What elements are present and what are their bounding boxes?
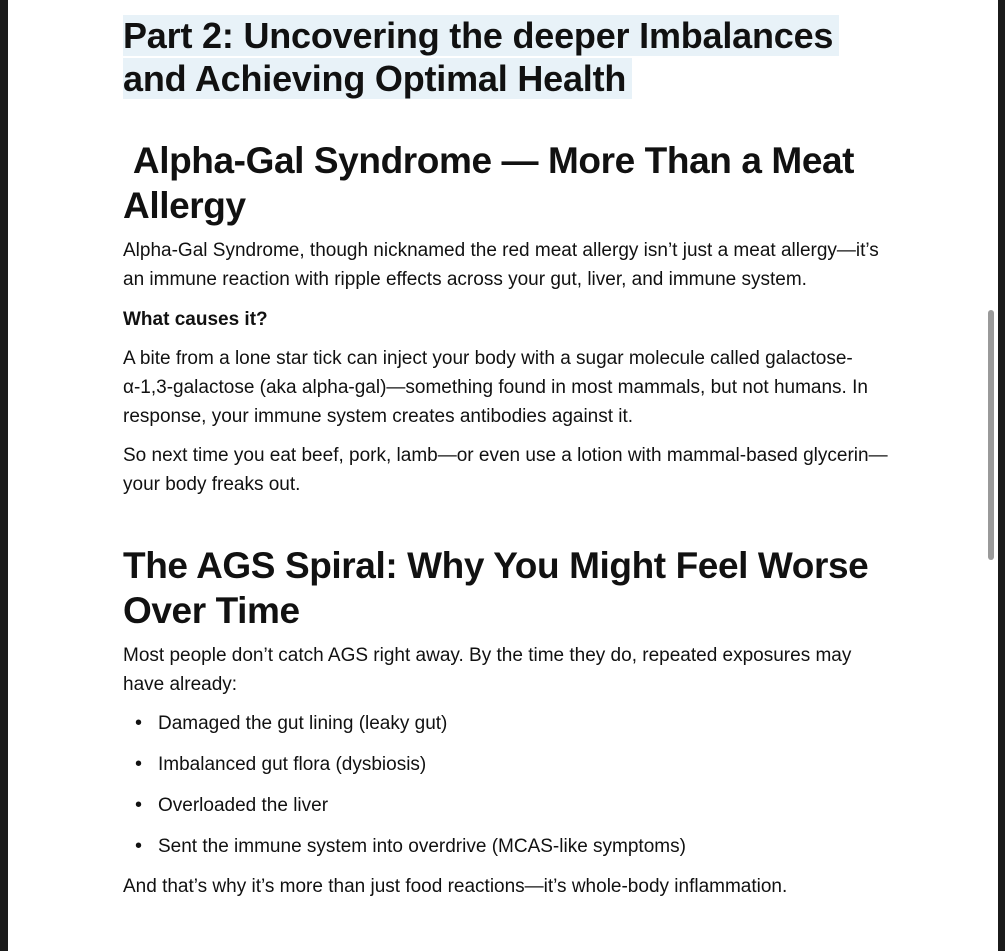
bullet-icon: • [135, 712, 143, 734]
bullet-icon: • [135, 835, 143, 857]
part-title [123, 14, 893, 100]
alpha-gal-heading-line-2: Allergy [123, 185, 246, 226]
closing-paragraph: And that’s why it’s more than just food reactions—it’s whole-body inflammation. [123, 876, 788, 897]
vertical-scrollbar[interactable] [986, 0, 998, 951]
list-item [123, 791, 893, 820]
ags-spiral-heading-line-1: The AGS Spiral: Why You Might Feel Worse [123, 545, 869, 586]
ags-spiral-heading-line-2: Over Time [123, 590, 300, 631]
alpha-gal-heading [123, 138, 893, 228]
list-item [123, 709, 893, 738]
bullet-icon: • [135, 753, 143, 775]
document-page [8, 0, 998, 951]
ags-spiral-intro: Most people don’t catch AGS right away. By the time they do, repeated exposures may have already: [123, 645, 852, 695]
bullet-icon: • [135, 794, 143, 816]
effects-list [123, 709, 893, 861]
list-item-text: Sent the immune system into overdrive (MCAS-like symptoms) [158, 836, 686, 857]
part-title-line-2: and Achieving Optimal Health [123, 58, 632, 99]
consequence-paragraph: So next time you eat beef, pork, lamb—or even use a lotion with mammal-based glycerin—your body freaks out. [123, 445, 888, 495]
list-item-text: Overloaded the liver [158, 795, 329, 816]
list-item-text: Imbalanced gut flora (dysbiosis) [158, 754, 427, 775]
alpha-gal-intro: Alpha-Gal Syndrome, though nicknamed the red meat allergy isn’t just a meat allergy—it’s an immune reaction with ripple effects across your gut, liver, and immune system. [123, 240, 879, 290]
causes-paragraph: A bite from a lone star tick can inject your body with a sugar molecule called galactose-α-1,3-galactose (aka alpha-gal)—something found in most mammals, but not humans. In response, your immune system creates antibodies against it. [123, 348, 868, 427]
alpha-gal-heading-line-1: Alpha-Gal Syndrome — More Than a Meat [132, 140, 855, 181]
part-title-line-1: Part 2: Uncovering the deeper Imbalances [123, 15, 839, 56]
causes-subheading: What causes it? [123, 309, 268, 330]
article-content [123, 14, 893, 901]
list-item [123, 750, 893, 779]
scrollbar-thumb[interactable] [988, 310, 994, 560]
list-item [123, 832, 893, 861]
list-item-text: Damaged the gut lining (leaky gut) [158, 713, 448, 734]
ags-spiral-heading [123, 543, 893, 633]
